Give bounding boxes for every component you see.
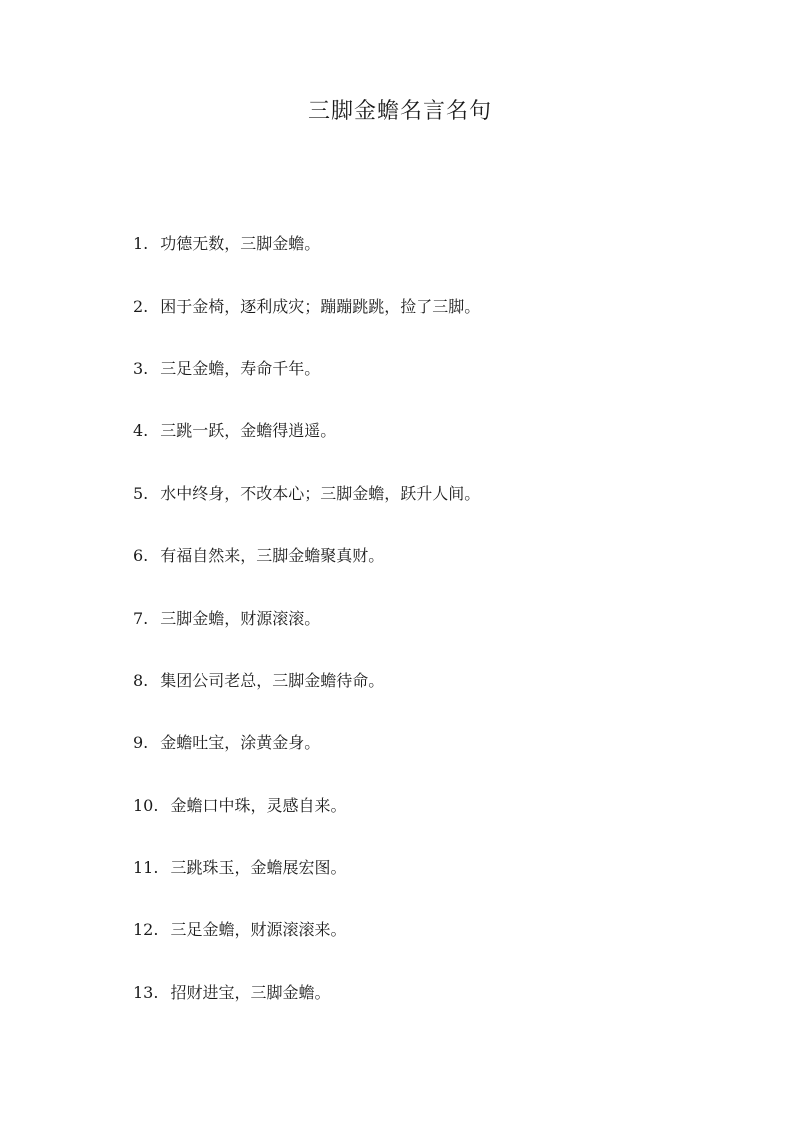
item-number: 10. [133,795,159,815]
list-item [133,650,480,712]
item-number: 6. [133,546,149,566]
item-text: 有福自然来，三脚金蟾聚真财。 [160,546,385,566]
list-item [133,213,480,275]
list-item [133,400,480,462]
document-title: 三脚金蟾名言名句 [307,99,492,124]
item-number: 13. [133,982,159,1002]
item-number: 9. [133,733,149,753]
item-number: 1. [133,234,149,254]
list-item [133,338,480,400]
item-number: 2. [133,296,149,316]
item-text: 招财进宝，三脚金蟾。 [170,982,331,1002]
item-number: 4. [133,421,149,441]
quote-list [133,213,480,1024]
item-number: 3. [133,358,149,378]
item-number: 11. [133,858,159,878]
item-text: 三跳珠玉，金蟾展宏图。 [170,858,347,878]
item-number: 12. [133,920,159,940]
item-text: 金蟾吐宝，涂黄金身。 [160,733,321,753]
item-number: 8. [133,670,149,690]
item-text: 困于金椅，逐利成灾；蹦蹦跳跳，捡了三脚。 [160,296,481,316]
item-text: 水中终身，不改本心；三脚金蟾，跃升人间。 [160,483,481,503]
list-item [133,962,480,1024]
list-item [133,712,480,774]
list-item [133,275,480,337]
list-item [133,587,480,649]
item-text: 三跳一跃，金蟾得逍遥。 [160,421,337,441]
item-text: 金蟾口中珠，灵感自来。 [170,795,347,815]
item-number: 7. [133,608,149,628]
item-text: 三脚金蟾，财源滚滚。 [160,608,321,628]
list-item [133,837,480,899]
item-text: 集团公司老总，三脚金蟾待命。 [160,670,385,690]
list-item [133,463,480,525]
item-text: 功德无数，三脚金蟾。 [160,234,321,254]
list-item [133,525,480,587]
list-item [133,899,480,961]
item-number: 5. [133,483,149,503]
item-text: 三足金蟾，寿命千年。 [160,358,321,378]
item-text: 三足金蟾，财源滚滚来。 [170,920,347,940]
list-item [133,775,480,837]
